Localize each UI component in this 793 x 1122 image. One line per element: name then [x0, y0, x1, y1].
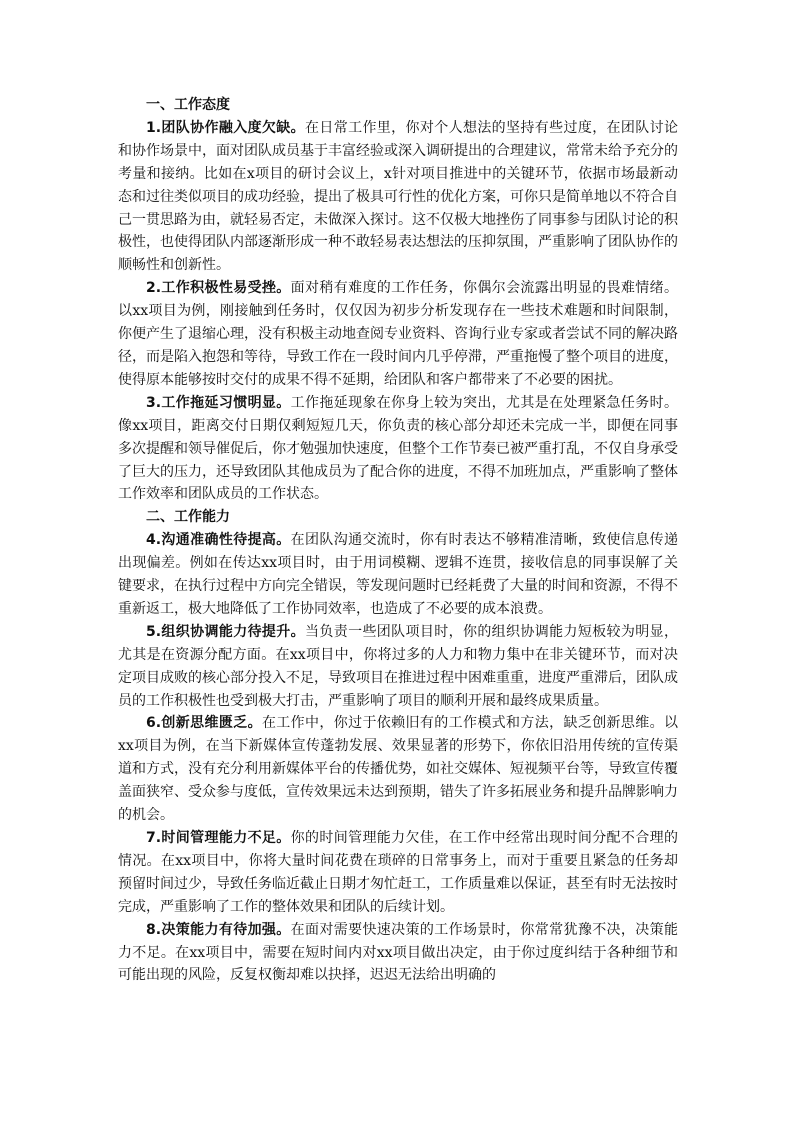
paragraph-2: [118, 277, 678, 392]
paragraph-lead: 1.团队协作融入度欠缺。: [146, 119, 306, 136]
paragraph-text: 在工作中，你过于依赖旧有的工作模式和方法，缺乏创新思维。以xx项目为例，在当下新媒体宣传蓬勃发展、效果显著的形势下，你依旧沿用传统的宣传渠道和方式，没有充分利用新媒体平台的传播优势，如社交媒体、短视频平台等，导致宣传覆盖面狭窄、受众参与度低，宣传效果远未达到预期，错失了许多拓展业务和提升品牌影响力的机会。: [118, 715, 678, 824]
paragraph-lead: 6.创新思维匮乏。: [146, 715, 262, 732]
paragraph-3: [118, 392, 678, 507]
paragraph-4: [118, 529, 678, 621]
paragraph-lead: 7.时间管理能力不足。: [146, 830, 291, 846]
paragraph-text: 你的时间管理能力欠佳，在工作中经常出现时间分配不合理的情况。在xx项目中，你将大量时间花费在琐碎的日常事务上，而对于重要且紧急的任务却预留时间过少，导致任务临近截止日期才匆忙赶工，工作质量难以保证，甚至有时无法按时完成，严重影响了工作的整体效果和团队的后续计划。: [118, 830, 678, 915]
paragraph-7: [118, 827, 678, 919]
paragraph-5: [118, 621, 678, 713]
paragraph-lead: 2.工作积极性易受挫。: [146, 280, 291, 297]
paragraph-text: 在团队沟通交流时，你有时表达不够精准清晰，致使信息传递出现偏差。例如在传达xx项目时，由于用词模糊、逻辑不连贯，接收信息的同事误解了关键要求，在执行过程中方向完全错误，等发现问题时已经耗费了大量的时间和资源，不得不重新返工，极大地降低了工作协同效率，也造成了不必要的成本浪费。: [118, 532, 678, 617]
paragraph-text: 在日常工作里，你对个人想法的坚持有些过度，在团队讨论和协作场景中，面对团队成员基于丰富经验或深入调研提出的合理建议，常常未给予充分的考量和接纳。比如在x项目的研讨会议上，x针对项目推进中的关键环节，依据市场最新动态和过往类似项目的成功经验，提出了极具可行性的优化方案，可你只是简单地以不符合自己一贯思路为由，就轻易否定，未做深入探讨。这不仅极大地挫伤了同事参与团队讨论的积极性，也使得团队内部逐渐形成一种不敢轻易表达想法的压抑氛围，严重影响了团队协作的顺畅性和创新性。: [118, 119, 678, 274]
paragraph-lead: 8.决策能力有待加强。: [146, 921, 291, 938]
paragraph-lead: 4.沟通准确性待提高。: [146, 532, 291, 549]
section-heading-ability: 二、工作能力: [146, 509, 230, 526]
paragraph-1: [118, 117, 678, 277]
paragraph-lead: 3.工作拖延习惯明显。: [146, 394, 291, 411]
paragraph-text: 面对稍有难度的工作任务，你偶尔会流露出明显的畏难情绪。以xx项目为例，刚接触到任务时，仅仅因为初步分析发现存在一些技术难题和时间限制，你便产生了退缩心理，没有积极主动地查阅专业资料、咨询行业专家或者尝试不同的解决路径，而是陷入抱怨和等待，导致工作在一段时间内几乎停滞，严重拖慢了整个项目的进度，使得原本能够按时交付的成果不得不延期，给团队和客户都带来了不必要的困扰。: [118, 280, 678, 388]
paragraph-lead: 5.组织协调能力待提升。: [146, 623, 306, 640]
paragraph-text: 工作拖延现象在你身上较为突出，尤其是在处理紧急任务时。像xx项目，距离交付日期仅剩短短几天，你负责的核心部分却还未完成一半，即便在同事多次提醒和领导催促后，你才勉强加快速度，但整个工作节奏已被严重打乱，不仅自身承受了巨大的压力，还导致团队其他成员为了配合你的进度，不得不加班加点，严重影响了整体工作效率和团队成员的工作状态。: [118, 394, 678, 503]
document-body: [118, 94, 678, 987]
paragraph-text: 当负责一些团队项目时，你的组织协调能力短板较为明显，尤其是在资源分配方面。在xx项目中，你将过多的人力和物力集中在非关键环节，而对决定项目成败的核心部分投入不足，导致项目在推进过程中困难重重，进度严重滞后，团队成员的工作积极性也受到极大打击，严重影响了项目的顺利开展和最终成果质量。: [118, 623, 678, 709]
paragraph-8: [118, 919, 678, 988]
section-heading-attitude: 一、工作态度: [146, 97, 230, 113]
paragraph-text: 在面对需要快速决策的工作场景时，你常常犹豫不决，决策能力不足。在xx项目中，需要在短时间内对xx项目做出决定，由于你过度纠结于各种细节和可能出现的风险，反复权衡却难以抉择，迟迟无法给出明确的: [118, 921, 678, 984]
paragraph-6: [118, 712, 678, 827]
